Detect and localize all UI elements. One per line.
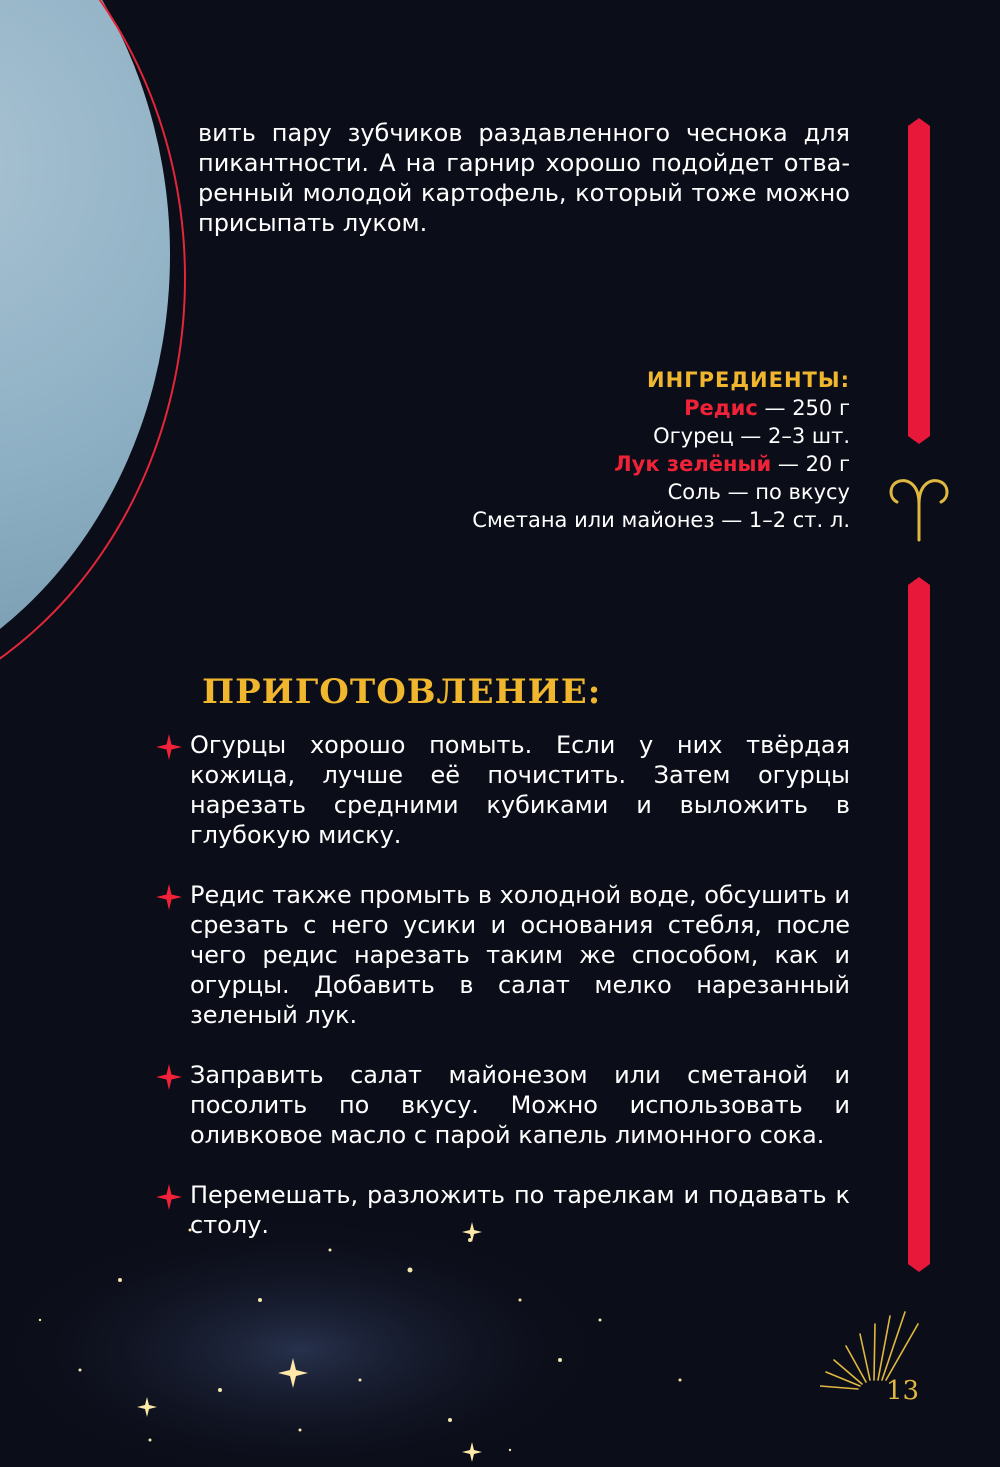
ingredient-name: Редис bbox=[684, 396, 758, 420]
ingredient-item bbox=[380, 450, 850, 478]
ingredient-amount: — по вкусу bbox=[720, 480, 850, 504]
four-point-star-icon bbox=[156, 884, 182, 910]
preparation-steps bbox=[156, 730, 850, 1240]
decorative-bar-bottom bbox=[908, 577, 930, 1272]
plate-ring bbox=[0, 0, 186, 731]
ingredient-amount: — 1–2 ст. л. bbox=[714, 508, 850, 532]
decorative-bar-top bbox=[908, 118, 930, 444]
ingredient-item bbox=[380, 478, 850, 506]
page-number: 13 bbox=[886, 1376, 920, 1406]
ingredient-name: Лук зелёный bbox=[614, 452, 772, 476]
ingredient-amount: — 250 г bbox=[757, 396, 850, 420]
preparation-step bbox=[156, 730, 850, 850]
intro-paragraph: вить пару зубчиков раздавленного чеснока для пикантности. А на гарнир хорошо подойдет отваренный молодой картофель, который тоже можно присыпать луком. bbox=[198, 119, 850, 237]
step-text: Огурцы хорошо помыть. Если у них твёрдая кожица, лучше её почистить. Затем огурцы нарезать средними кубиками и выложить в глубокую миску. bbox=[190, 731, 850, 849]
four-point-star-icon bbox=[156, 1064, 182, 1090]
ingredient-item bbox=[380, 394, 850, 422]
preparation-step bbox=[156, 1060, 850, 1150]
ingredient-name: Соль bbox=[667, 480, 721, 504]
step-text: Редис также промыть в холодной воде, обсушить и срезать с него усики и основания стебля, после чего редис нарезать таким же способом, как и огурцы. Добавить в салат мелко нарезанный зеленый лук. bbox=[190, 881, 850, 1029]
preparation-title: ПРИГОТОВЛЕНИЕ: bbox=[202, 672, 602, 712]
preparation-step bbox=[156, 880, 850, 1030]
ingredient-item bbox=[380, 506, 850, 534]
ingredient-name: Огурец bbox=[653, 424, 734, 448]
preparation-step bbox=[156, 1180, 850, 1240]
ingredient-amount: — 20 г bbox=[771, 452, 850, 476]
four-point-star-icon bbox=[156, 1184, 182, 1210]
ingredients-title: ИНГРЕДИЕНТЫ: bbox=[647, 368, 850, 392]
ingredient-name: Сметана или майонез bbox=[472, 508, 715, 532]
step-text: Заправить салат майонезом или сметаной и посолить по вкусу. Можно использовать и оливковое масло с парой капель лимонного сока. bbox=[190, 1061, 850, 1149]
ingredient-amount: — 2–3 шт. bbox=[733, 424, 850, 448]
ingredient-item bbox=[380, 422, 850, 450]
aries-icon bbox=[885, 472, 953, 542]
four-point-star-icon bbox=[156, 734, 182, 760]
ingredients-block bbox=[380, 366, 850, 534]
step-text: Перемешать, разложить по тарелкам и подавать к столу. bbox=[190, 1181, 850, 1239]
